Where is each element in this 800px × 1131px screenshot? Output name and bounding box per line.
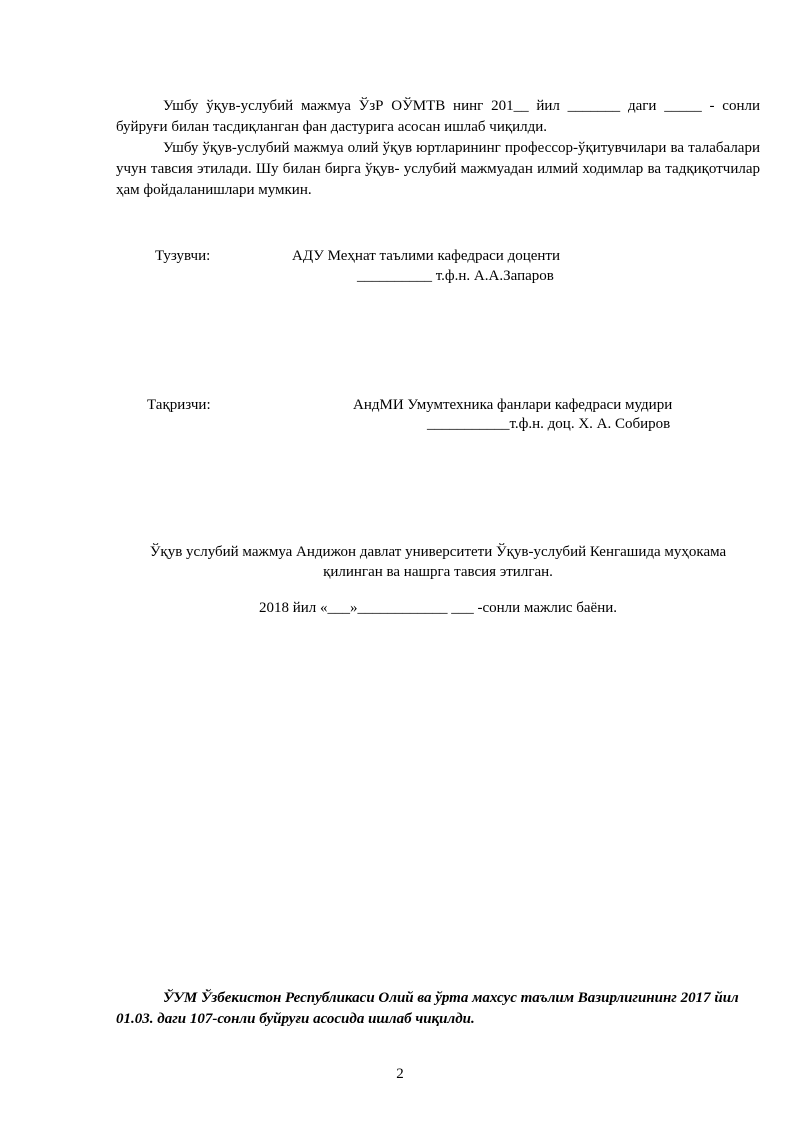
- compiler-signature: __________ т.ф.н. А.А.Запаров: [357, 268, 554, 284]
- reviewer-signature: ___________т.ф.н. доц. Х. А. Собиров: [427, 416, 671, 432]
- order-footnote-text: ЎУМ Ўзбекистон Республикаси Олий ва ўрта махсус таълим Вазирлигининг 2017 йил 01.03. даги 107-сонли буйруғи асосида ишлаб чиқилди.: [116, 990, 739, 1027]
- intro-paragraphs: [116, 96, 760, 201]
- page-number: 2: [396, 1066, 404, 1082]
- compiler-position: АДУ Меҳнат таълими кафедраси доценти: [292, 248, 561, 264]
- intro-paragraph-1: Ушбу ўқув-услубий мажмуа ЎзР ОЎМТВ нинг 201__ йил _______ даги _____ - сонли буйруғи билан тасдиқланган фан дастурига асосан ишлаб чиқилди.: [116, 98, 760, 135]
- approval-line-1: Ўқув услубий мажмуа Андижон давлат университети Ўқув-услубий Кенгашида муҳокама: [149, 544, 727, 560]
- compiler-label: Тузувчи:: [155, 248, 211, 264]
- approval-line-2: қилинган ва нашрга тавсия этилган.: [323, 564, 553, 580]
- intro-paragraph-2: Ушбу ўқув-услубий мажмуа олий ўқув юртларининг профессор-ўқитувчилари ва талабалари учун тавсия этилади. Шу билан бирга ўқув- услубий мажмуадан илмий ходимлар ва тадқиқотчилар ҳам фойдаланишлари мумкин.: [116, 140, 760, 198]
- order-footnote: [116, 988, 766, 1030]
- reviewer-label: Тақризчи:: [147, 397, 211, 413]
- reviewer-position: АндМИ Умумтехника фанлари кафедраси мудири: [353, 397, 673, 413]
- approval-protocol: 2018 йил «___»____________ ___ -сонли мажлис баёни.: [258, 600, 618, 616]
